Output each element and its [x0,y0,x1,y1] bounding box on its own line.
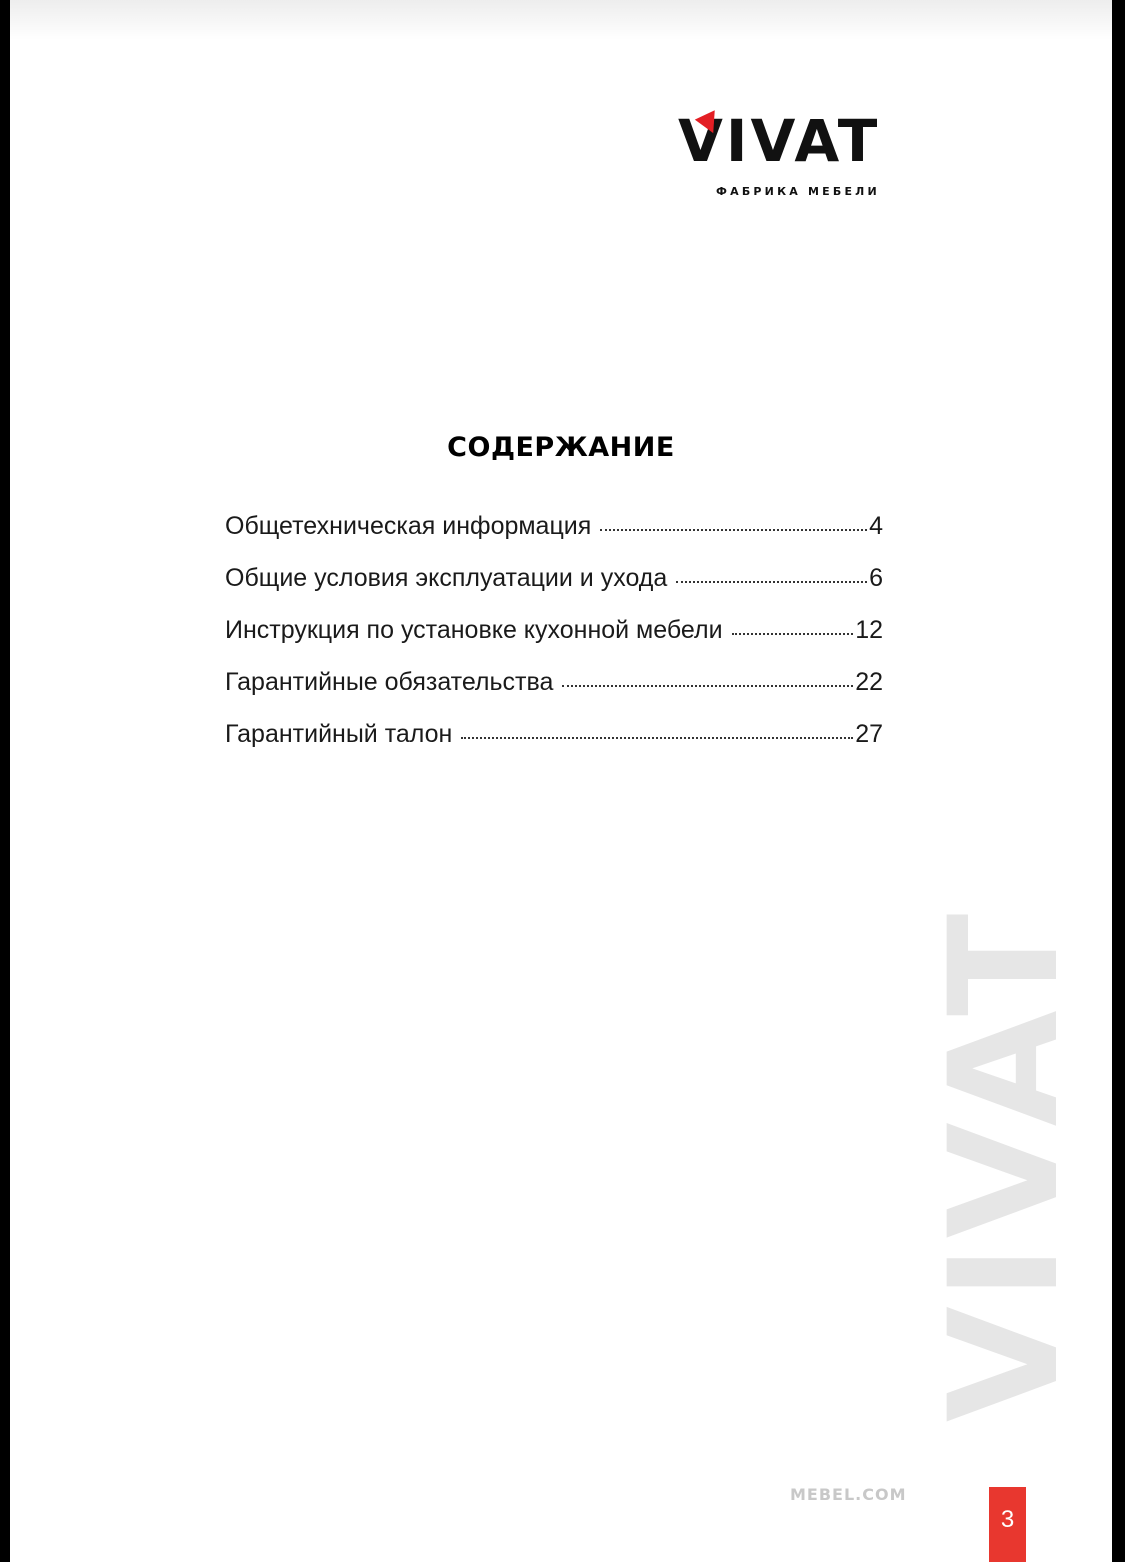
logo-wordmark: VIVAT [678,107,881,175]
toc-item-label: Общетехническая информация [225,512,592,540]
toc-item-page: 12 [855,616,883,644]
toc-item-label: Гарантийный талон [225,720,453,748]
toc-item[interactable] [225,564,883,616]
page-number-badge: 3 [989,1487,1026,1562]
toc-item[interactable] [225,720,883,772]
toc-title: СОДЕРЖАНИЕ [447,432,675,463]
toc-item-page: 27 [855,720,883,748]
toc-dot-leader [732,633,854,635]
site-url: MEBEL.COM [790,1485,907,1504]
logo-subtitle: ФАБРИКА МЕБЕЛИ [716,185,880,198]
toc-item-label: Инструкция по установке кухонной мебели [225,616,723,644]
toc-item-page: 4 [869,512,883,540]
toc-dot-leader [676,581,867,583]
toc-item-page: 22 [855,668,883,696]
toc-item-label: Общие условия эксплуатации и ухода [225,564,668,592]
top-shadow [10,0,1112,40]
toc-dot-leader [600,529,867,531]
toc-dot-leader [562,685,853,687]
toc-item[interactable] [225,616,883,668]
toc-item[interactable] [225,668,883,720]
watermark-text: VIVAT [918,907,1092,1423]
toc-item[interactable] [225,512,883,564]
vertical-watermark [918,890,1092,1440]
document-page [10,0,1112,1562]
toc-item-label: Гарантийные обязательства [225,668,554,696]
toc-dot-leader [461,737,853,739]
table-of-contents [225,512,883,772]
vivat-logo [678,107,908,202]
toc-item-page: 6 [869,564,883,592]
